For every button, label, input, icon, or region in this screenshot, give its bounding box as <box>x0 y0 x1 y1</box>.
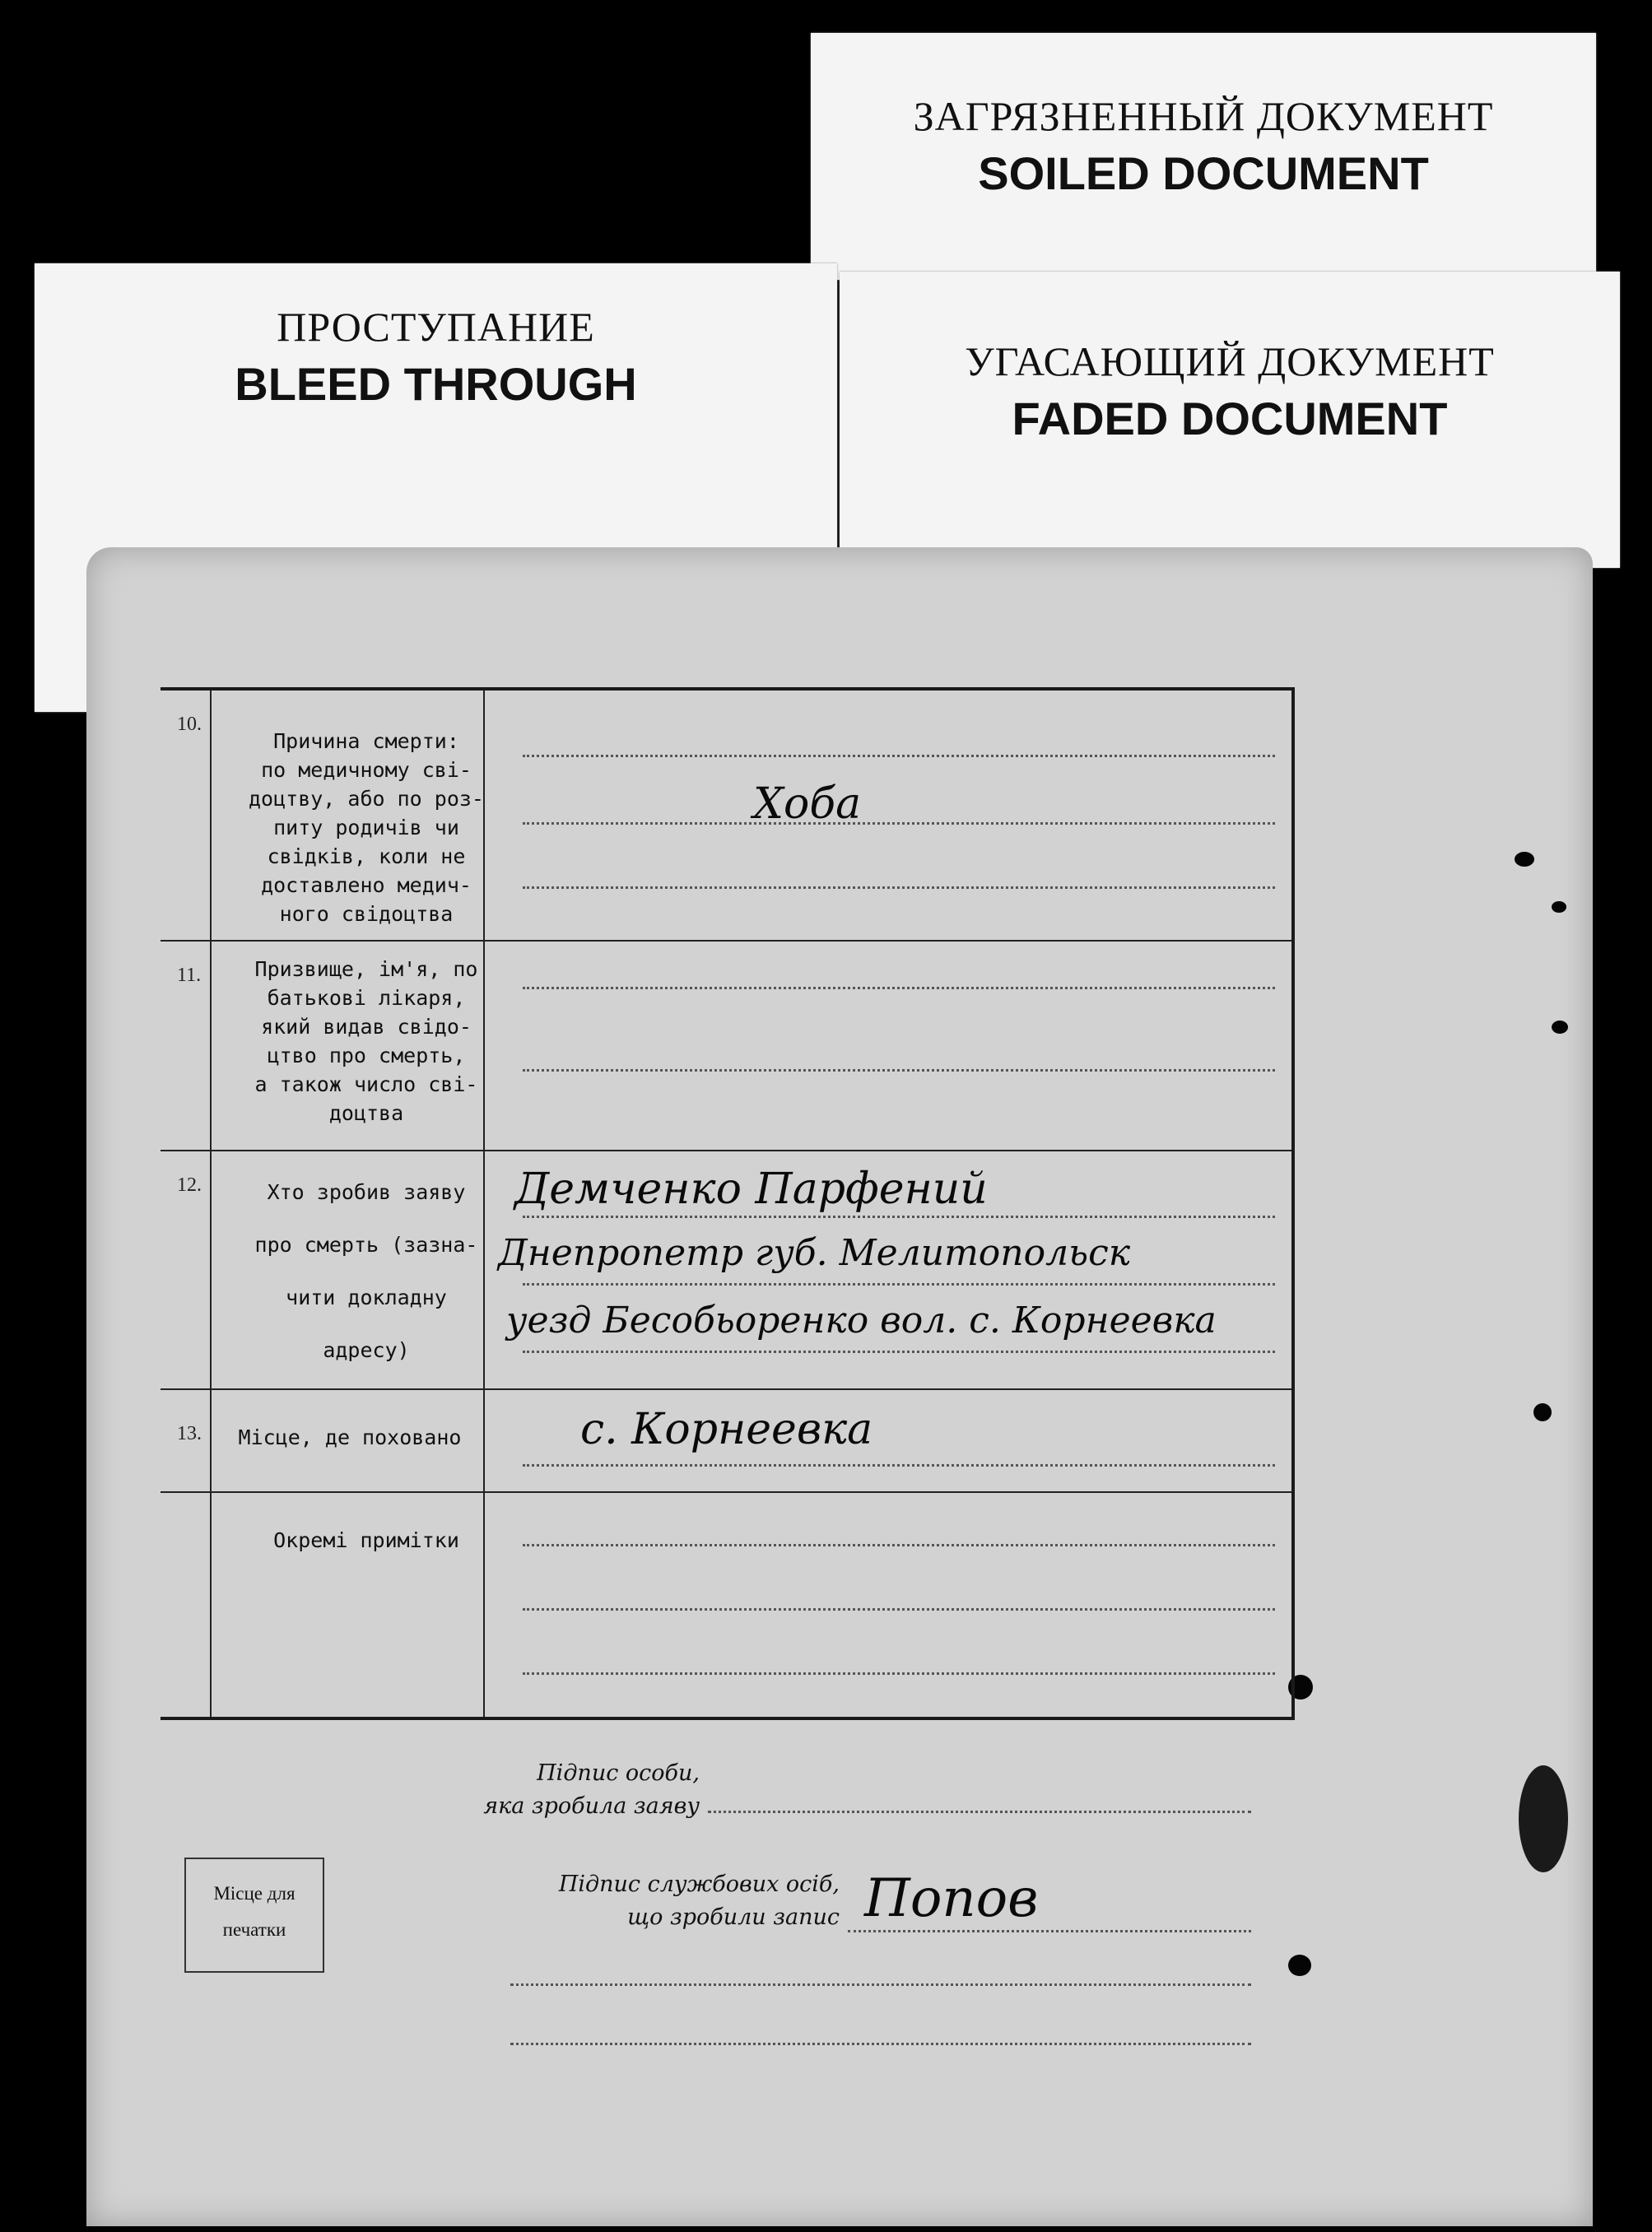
dotted-line <box>523 1351 1275 1353</box>
stamp-place-box <box>184 1858 324 1973</box>
dotted-line <box>523 886 1275 889</box>
punch-hole <box>1552 1021 1568 1034</box>
label-card-soiled <box>811 33 1596 280</box>
row-number: 12. <box>177 1174 202 1196</box>
row-doctor <box>161 942 1291 1151</box>
dotted-line <box>523 1544 1275 1546</box>
bleed-label-en: BLEED THROUGH <box>235 358 637 410</box>
row-burial-place <box>161 1390 1291 1493</box>
dotted-line <box>523 1283 1275 1286</box>
punch-hole <box>1552 901 1566 913</box>
row-notes <box>161 1493 1291 1720</box>
field-label: Призвище, ім'я, по батькові лікаря, який видав свідо- цтво про смерть, а також число сві- доцтва <box>254 957 478 1125</box>
dotted-line <box>523 1608 1275 1611</box>
field-label: Місце, де поховано <box>238 1425 462 1449</box>
death-record-form <box>161 687 1295 1720</box>
punch-hole <box>1519 1765 1568 1872</box>
dotted-line <box>510 1983 1251 1986</box>
handwritten-official-signature: Попов <box>864 1868 1039 1929</box>
handwritten-declarant-address: Днепропетр губ. Мелитопольск <box>498 1232 1131 1274</box>
field-label: Причина смерти: по медичному сві- доцтву, або по роз- питу родичів чи свідків, коли не доставлено медич- ного свідоцтва <box>249 729 484 926</box>
handwritten-cause: Хоба <box>753 779 862 829</box>
dotted-line <box>523 1672 1275 1675</box>
soiled-label-en: SOILED DOCUMENT <box>978 147 1429 199</box>
row-number: 13. <box>177 1423 202 1444</box>
handwritten-declarant-address: уезд Бесобьоренко вол. с. Корнеевка <box>506 1300 1217 1342</box>
dotted-line <box>708 1811 1251 1813</box>
dotted-line <box>523 822 1275 825</box>
dotted-line <box>510 2043 1251 2045</box>
row-declarant <box>161 1151 1291 1390</box>
officials-signature-label: Підпис службових осіб, що зробили запис <box>558 1872 840 1930</box>
dotted-line <box>523 987 1275 989</box>
row-number: 10. <box>177 714 202 735</box>
punch-hole <box>1288 1955 1311 1976</box>
applicant-signature-label: Підпис особи, яка зробила заяву <box>483 1760 700 1819</box>
punch-hole <box>1515 852 1534 867</box>
faded-label-ru: УГАСАЮЩИЙ ДОКУМЕНТ <box>965 338 1495 384</box>
row-cause-of-death <box>161 691 1291 942</box>
dotted-line <box>523 1069 1275 1072</box>
handwritten-burial-place: с. Корнеевка <box>580 1405 873 1454</box>
faded-label-en: FADED DOCUMENT <box>1012 393 1448 444</box>
row-number: 11. <box>177 965 202 986</box>
stamp-place-label: Місце для печатки <box>213 1883 295 1940</box>
field-label: Окремі примітки <box>273 1528 459 1552</box>
field-label: Хто зробив заяву про смерть (зазна- чити докладну адресу) <box>254 1180 478 1362</box>
dotted-line <box>848 1930 1251 1932</box>
label-card-faded <box>840 272 1620 568</box>
punch-hole <box>1533 1403 1552 1421</box>
dotted-line <box>523 1216 1275 1218</box>
dotted-line <box>523 1464 1275 1467</box>
dotted-line <box>523 755 1275 757</box>
bleed-label-ru: ПРОСТУПАНИЕ <box>277 304 595 350</box>
handwritten-declarant-name: Демченко Парфений <box>514 1165 988 1214</box>
soiled-label-ru: ЗАГРЯЗНЕННЫЙ ДОКУМЕНТ <box>913 93 1494 139</box>
